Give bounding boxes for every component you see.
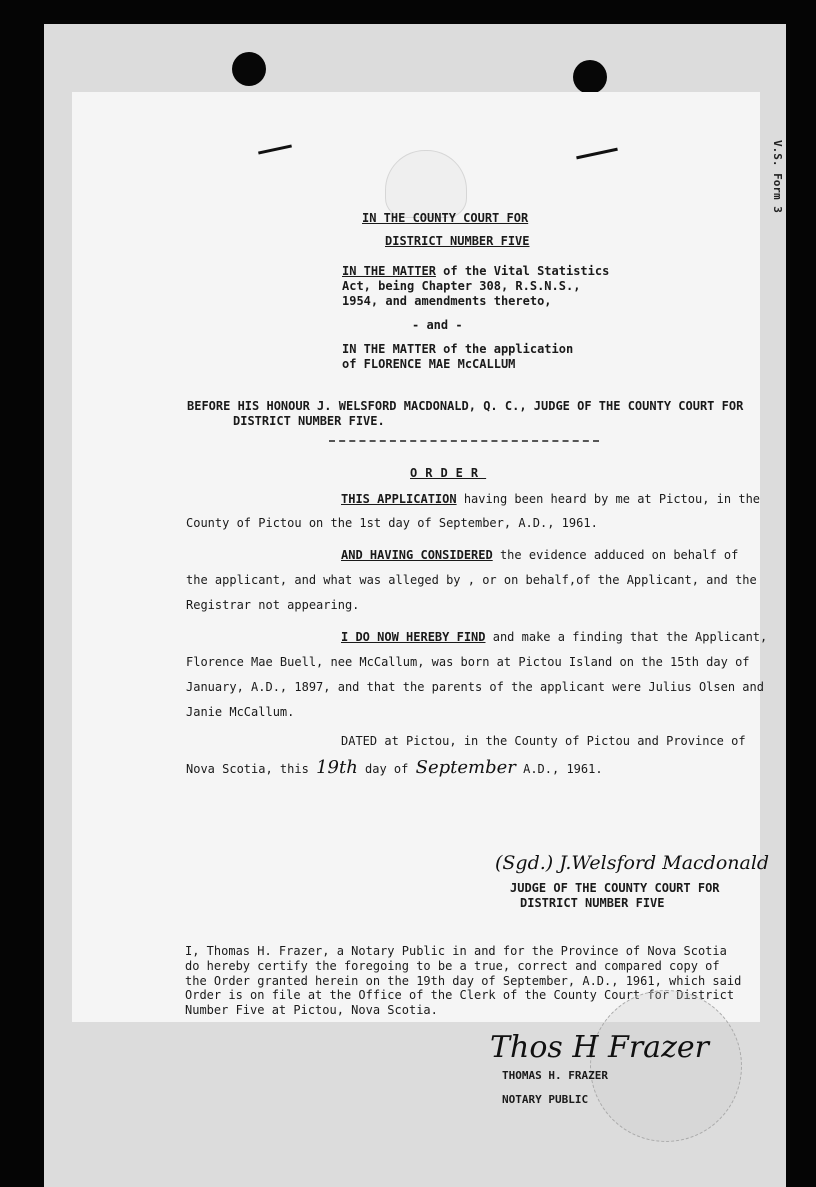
certificate-line: I, Thomas H. Frazer, a Notary Public in and for the Province of Nova Scotia [185, 944, 727, 958]
judge-title-line1: JUDGE OF THE COUNTY COURT FOR [510, 881, 720, 895]
dated-line1: DATED at Pictou, in the County of Pictou and Province of [341, 734, 746, 748]
handwritten-day: 19th [316, 757, 358, 778]
para-application-line1: THIS APPLICATION having been heard by me at Pictou, in the [341, 492, 761, 506]
form-number-label: V.S. Form 3 [771, 140, 784, 213]
para-finding-line4: Janie McCallum. [186, 705, 295, 719]
punch-hole-right [573, 60, 607, 94]
para-application-line2: County of Pictou on the 1st day of September, A.D., 1961. [186, 516, 598, 530]
para-finding-line2: Florence Mae Buell, nee McCallum, was born at Pictou Island on the 15th day of [186, 655, 750, 669]
para-considered-line3: Registrar not appearing. [186, 598, 360, 612]
para-considered-line1: AND HAVING CONSIDERED the evidence adduced on behalf of [341, 548, 739, 562]
divider-rule [329, 440, 599, 442]
matter-application-line2: of FLORENCE MAE McCALLUM [342, 357, 516, 371]
judge-signature: (Sgd.) J.Welsford Macdonald [495, 852, 770, 874]
and-separator: - and - [412, 318, 463, 332]
before-judge-line1: BEFORE HIS HONOUR J. WELSFORD MACDONALD, Q. C., JUDGE OF THE COUNTY COURT FOR [187, 399, 744, 413]
notary-signature: Thos H Frazer [490, 1030, 709, 1065]
notary-title: NOTARY PUBLIC [502, 1093, 589, 1106]
coat-of-arms-icon [385, 150, 467, 218]
certificate-line: do hereby certify the foregoing to be a true, correct and compared copy of [185, 958, 720, 973]
matter-vital-statistics-line2: Act, being Chapter 308, R.S.N.S., [342, 279, 581, 293]
certificate-line: the Order granted herein on the 19th day of September, A.D., 1961, which said [185, 973, 742, 988]
court-heading-line1: IN THE COUNTY COURT FOR [362, 211, 529, 225]
order-title: ORDER [410, 466, 487, 480]
para-finding-line3: January, A.D., 1897, and that the parents of the applicant were Julius Olsen and [186, 680, 764, 694]
matter-application-line1: IN THE MATTER of the application [342, 342, 574, 356]
judge-title-line2: DISTRICT NUMBER FIVE [520, 896, 665, 910]
para-considered-line2: the applicant, and what was alleged by , or on behalf,of the Applicant, and the [186, 573, 757, 587]
punch-hole-left [232, 52, 266, 86]
notary-name: THOMAS H. FRAZER [502, 1069, 608, 1082]
matter-vital-statistics-line1: IN THE MATTER of the Vital Statistics [342, 264, 610, 278]
certificate-line: Order is on file at the Office of the Clerk of the County Court for District [185, 988, 735, 1003]
notary-seal-icon [590, 990, 742, 1142]
court-heading-line2: DISTRICT NUMBER FIVE [385, 234, 530, 248]
certificate-line: Number Five at Pictou, Nova Scotia. [185, 1003, 438, 1018]
handwritten-month: September [415, 757, 516, 778]
para-finding-line1: I DO NOW HEREBY FIND and make a finding that the Applicant, [341, 630, 768, 644]
matter-vital-statistics-line3: 1954, and amendments thereto, [342, 294, 552, 308]
dated-line2: Nova Scotia, this 19th day of September A.D., 1961. [186, 757, 603, 778]
before-judge-line2: DISTRICT NUMBER FIVE. [233, 414, 385, 428]
